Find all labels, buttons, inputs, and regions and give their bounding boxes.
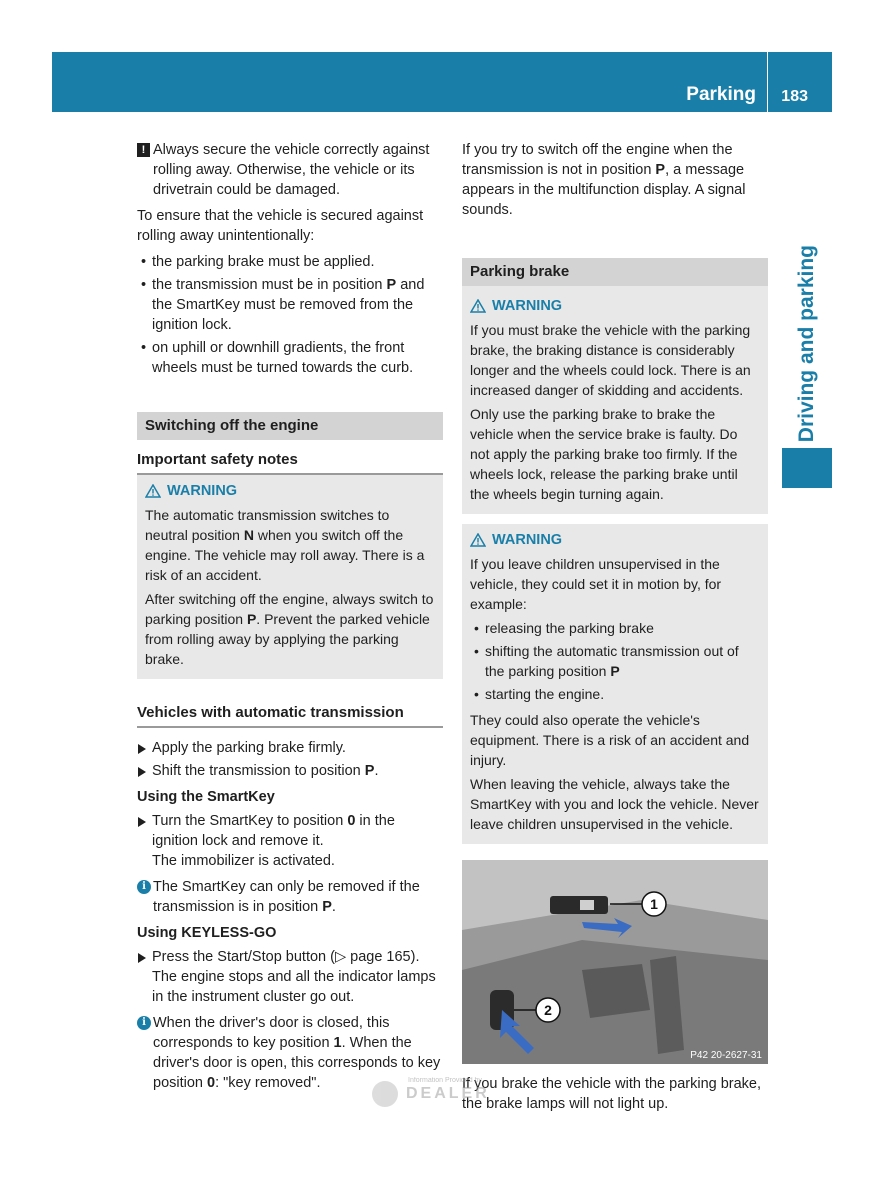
- exclamation-icon: !: [137, 143, 150, 157]
- list-item: Press the Start/Stop button (▷ page 165). The engine stops and all the indicator lamps in the instrument cluster go out.: [137, 947, 443, 1007]
- side-tab-block: [782, 448, 832, 488]
- figure-callout-1: 1: [650, 896, 658, 912]
- arrow-right-icon: [138, 817, 146, 827]
- intro-text: To ensure that the vehicle is secured against rolling away unintentionally:: [137, 208, 424, 244]
- outro-text: If you brake the vehicle with the parking brake, the brake lamps will not light up.: [462, 1076, 762, 1112]
- warning-triangle-icon: [145, 484, 161, 498]
- list-item: Shift the transmission to position P.: [137, 761, 443, 781]
- heading-keyless-go: Using KEYLESS-GO: [137, 925, 277, 941]
- list-item: • the parking brake must be applied.: [137, 252, 443, 272]
- right-column: [462, 140, 768, 1120]
- figure-code: P42 20-2627-31: [690, 1050, 762, 1061]
- side-tab-label: Driving and parking: [795, 244, 818, 442]
- steps-list: [137, 947, 443, 1007]
- info-icon: i: [137, 1016, 151, 1030]
- left-column: [137, 140, 443, 1099]
- info-note: i When the driver's door is closed, this corresponds to key position 1. When the driver's door is open, this corresponds to key position 0: "key removed".: [137, 1013, 443, 1093]
- list-item: Apply the parking brake firmly.: [137, 738, 443, 758]
- arrow-right-icon: [138, 744, 146, 754]
- list-item: • the transmission must be in position P and the SmartKey must be removed from the ignition lock.: [137, 275, 443, 335]
- section-title-parking-brake: Parking brake: [462, 258, 768, 286]
- section-title-switching-off: Switching off the engine: [137, 412, 443, 440]
- header-divider: [767, 52, 768, 112]
- chapter-title: Parking: [686, 84, 756, 105]
- warning-triangle-icon: [470, 299, 486, 313]
- figure-callout-2: 2: [544, 1002, 552, 1018]
- subhead-automatic-transmission: Vehicles with automatic transmission: [137, 703, 443, 728]
- warning-box: WARNING If you must brake the vehicle with the parking brake, the braking distance is considerably longer and the wheels could lock. There is an increased danger of skidding and accidents. Only use the parking brake to brake the vehicle when the service brake is faulty. Do not apply the parking brake too firmly. If the wheels lock, release the parking brake until the wheels begin turning again.: [462, 286, 768, 514]
- figure-illustration: [462, 860, 768, 1064]
- warning-triangle-icon: [470, 533, 486, 547]
- info-icon: i: [137, 880, 151, 894]
- subhead-safety-notes: Important safety notes: [137, 450, 443, 475]
- steps-list: [137, 811, 443, 871]
- dealer-logo-icon: [372, 1081, 398, 1107]
- list-item: • starting the engine.: [470, 684, 760, 704]
- header-bar: [52, 52, 832, 112]
- arrow-right-icon: [138, 953, 146, 963]
- list-item: • on uphill or downhill gradients, the front wheels must be turned towards the curb.: [137, 338, 443, 378]
- heading-smartkey: Using the SmartKey: [137, 789, 275, 805]
- list-item: Turn the SmartKey to position 0 in the ignition lock and remove it. The immobilizer is activated.: [137, 811, 443, 871]
- side-tab: [782, 112, 832, 487]
- caution-note: ! Always secure the vehicle correctly against rolling away. Otherwise, the vehicle or its drivetrain could be damaged.: [137, 140, 443, 200]
- warning-box: WARNING If you leave children unsupervised in the vehicle, they could set it in motion by, for example: • releasing the parking brake • shifting the automatic transmission out of the parking position P • starting the engine. They could also operate the vehicle's equipment. There is a risk of an accident and injury. When leaving the vehicle, always take the SmartKey with you and lock the vehicle. Never leave children unsupervised in the vehicle.: [462, 524, 768, 844]
- list-item: • shifting the automatic transmission out of the parking position P: [470, 641, 760, 681]
- parking-brake-figure: [462, 860, 768, 1064]
- requirements-list: [137, 252, 443, 378]
- dealer-watermark: Information Provided by DEALER: [370, 1075, 500, 1111]
- list-item: • releasing the parking brake: [470, 618, 760, 638]
- intro-text: If you try to switch off the engine when the transmission is not in position P, a message appears in the multifunction display. A signal sounds.: [462, 142, 746, 218]
- arrow-right-icon: [138, 767, 146, 777]
- warning-list: [470, 618, 760, 704]
- info-note: i The SmartKey can only be removed if the transmission is in position P.: [137, 877, 443, 917]
- page-number: 183: [781, 88, 808, 105]
- steps-list: [137, 738, 443, 781]
- warning-box: WARNING The automatic transmission switches to neutral position N when you switch off the engine. The vehicle may roll away. There is a risk of an accident. After switching off the engine, always switch to parking position P. Prevent the parked vehicle from rolling away by applying the parking brake.: [137, 475, 443, 679]
